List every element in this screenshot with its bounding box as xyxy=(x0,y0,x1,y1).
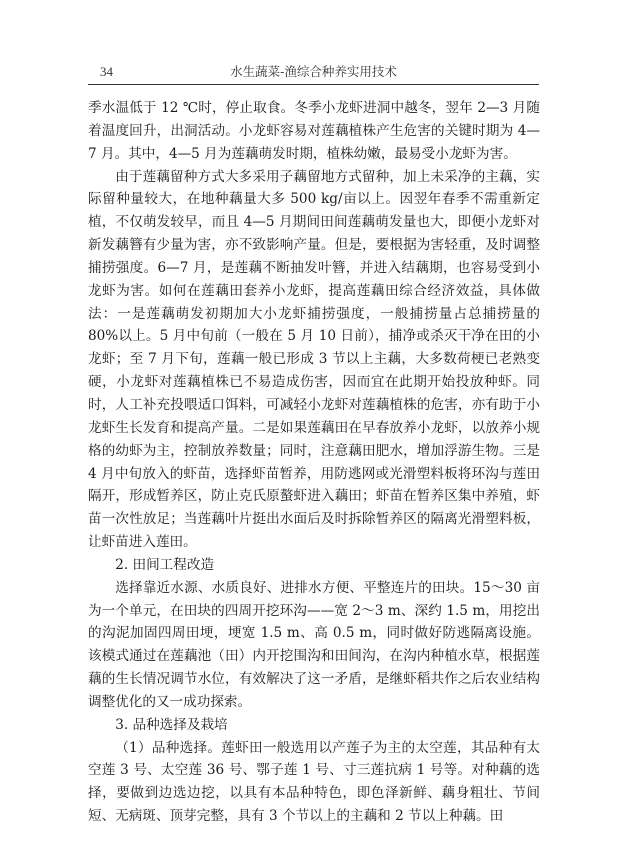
paragraph-2: 由于莲藕留种方式大多采用子藕留地方式留种，加上未采净的主藕，实际留种量较大，在地种藕量大多 500 kg/亩以上。因翌年春季不需重新定植，不仅萌发较早，而且 4—5 月期间田间莲藕萌发量也大，即便小龙虾对新发藕簪有少量为害，亦不致影响产量。但是，要根据为害轻重，及时调整捕捞强度。6—7 月，是莲藕不断抽发叶簪，并进入结藕期，也容易受到小龙虾为害。如何在莲藕田套养小龙虾，提高莲藕田综合经济效益，具体做法：一是莲藕萌发初期加大小龙虾捕捞强度，一般捕捞量占总捕捞量的 80%以上。5 月中旬前（一般在 5 月 10 日前），捕净或杀灭干净在田的小龙虾；至 7 月下旬，莲藕一般已形成 3 节以上主藕，大多数荷梗已老熟变硬，小龙虾对莲藕植株已不易造成伤害，因而宜在此期开始投放种虾。同时，人工补充投喂适口饵料，可减轻小龙虾对莲藕植株的危害，亦有助于小龙虾生长发育和提高产量。二是如果莲藕田在早春放养小龙虾，以放养小规格的幼虾为主，控制放养数量；同时，注意藕田肥水，增加浮游生物。三是 4 月中旬放入的虾苗，选择虾苗暂养，用防逃网或光滑塑料板将环沟与莲田隔开，形成暂养区，防止克氏原螯虾进入藕田；虾苗在暂养区集中养殖，虾苗一次性放足；当莲藕叶片挺出水面后及时拆除暂养区的隔离光滑塑料板，让虾苗进入莲田。 xyxy=(88,168,540,551)
paragraph-3: 选择靠近水源、水质良好、进排水方便、平整连片的田块。15～30 亩为一个单元，在田块的四周开挖环沟——宽 2～3 m、深约 1.5 m，用挖出的沟泥加固四周田埂，埂宽 1.5 m、高 0.5 m，同时做好防逃隔离设施。该模式通过在莲藕池（田）内开挖围沟和田间沟，在沟内种植水草，根据莲藕的生长情况调节水位，有效解决了这一矛盾，是继虾稻共作之后农业结构调整优化的又一成功探索。 xyxy=(88,579,540,710)
paragraph-4: （1）品种选择。莲虾田一般选用以产莲子为主的太空莲，其品种有太空莲 3 号、太空莲 36 号、鄂子莲 1 号、寸三莲抗病 1 号等。对种藕的选择，要做到边选边挖，以具有本品种特色，即色泽新鲜、藕身粗壮、节间短、无病斑、顶芽完整，具有 3 个节以上的主藕和 2 节以上种藕。田 xyxy=(88,739,540,825)
page-header xyxy=(88,60,539,85)
section-heading-2: 2. 田间工程改造 xyxy=(115,556,215,573)
paragraph-1: 季水温低于 12 ℃时，停止取食。冬季小龙虾进洞中越冬，翌年 2—3 月随着温度回升，出洞活动。小龙虾容易对莲藕植株产生危害的关键时期为 4—7 月。其中，4—5 月为莲藕萌发时期，植株幼嫩，最易受小龙虾为害。 xyxy=(88,100,540,162)
page-number: 34 xyxy=(100,64,113,79)
section-heading-3: 3. 品种选择及栽培 xyxy=(115,716,228,733)
body-text xyxy=(88,97,540,828)
running-title: 水生蔬菜-渔综合种养实用技术 xyxy=(230,64,397,79)
